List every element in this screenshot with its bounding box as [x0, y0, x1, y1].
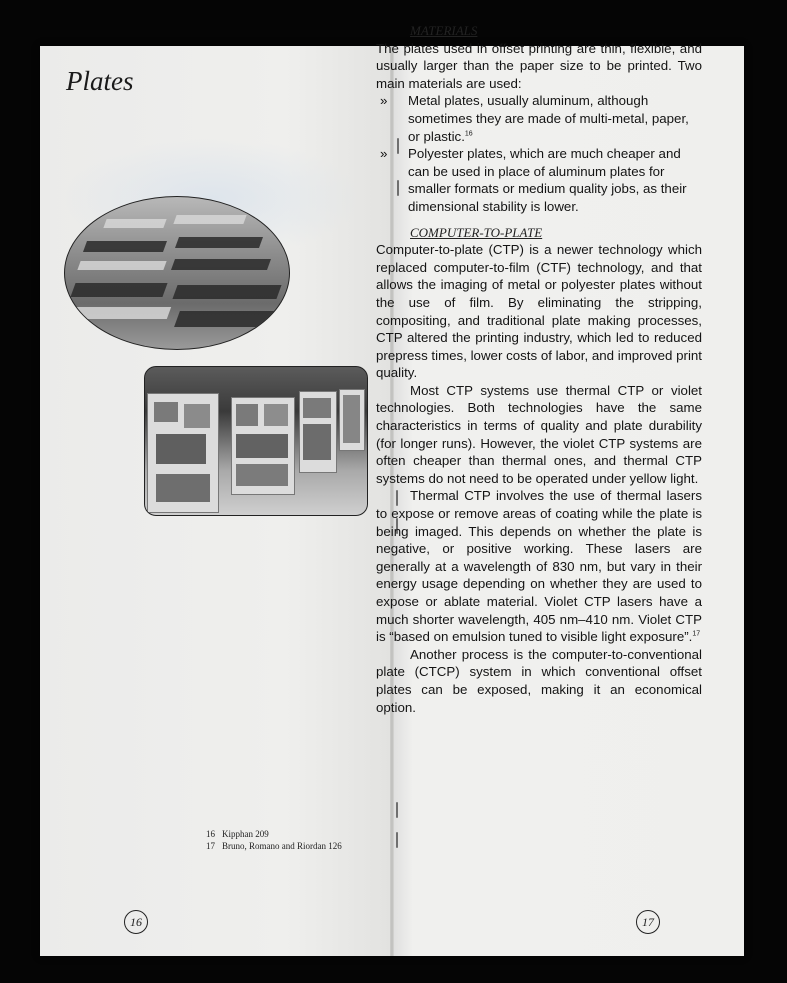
- footnote-ref: 16: [464, 130, 473, 138]
- page-title: Plates: [66, 66, 134, 96]
- photo-board: [299, 391, 337, 473]
- left-page: [40, 46, 392, 956]
- ctp-paragraph-2: Most CTP systems use thermal CTP or violet technologies. Both technologies have the same characteristics in terms of quality and plate durability (for longer runs). However, the violet CTP systems are often cheaper than thermal ones, and thermal CTP systems do not need to be operated under yellow light.: [376, 382, 702, 486]
- printing-plates-oval-photo: [64, 196, 290, 350]
- photo-plate: [83, 241, 167, 252]
- staple-mark: [396, 802, 398, 818]
- footnote-17: 17 Bruno, Romano and Riordan 126: [206, 841, 342, 851]
- materials-intro: The plates used in offset printing are thin, flexible, and usually larger than the paper size to be printed. Two main materials are used:: [376, 40, 702, 91]
- materials-list: [376, 92, 702, 215]
- ctp-paragraph-4: Another process is the computer-to-conventional plate (CTCP) system in which conventional offset plates can be exposed, making it an economical option.: [376, 646, 702, 715]
- list-item: » Polyester plates, which are much cheaper and can be used in place of aluminum plates for smaller formats or medium quality jobs, as their dimensional stability is lower.: [380, 146, 687, 214]
- bullet-mark: »: [380, 146, 388, 162]
- photo-board: [147, 393, 219, 513]
- photo-board: [231, 397, 295, 495]
- page-number-left: 16: [124, 910, 148, 934]
- materials-heading: MATERIALS: [410, 23, 478, 38]
- footnote-16: 16 Kipphan 209: [206, 829, 269, 839]
- ctp-heading: COMPUTER-TO-PLATE: [410, 224, 543, 240]
- photo-plate: [77, 261, 166, 270]
- photo-plate: [175, 237, 263, 248]
- plate-display-photo: [144, 366, 368, 516]
- photo-plate: [173, 215, 246, 224]
- photo-plate: [70, 283, 167, 297]
- footnotes: [206, 828, 342, 852]
- photo-plate: [67, 307, 171, 319]
- photo-plate: [174, 311, 290, 327]
- photo-plate: [172, 285, 281, 299]
- list-item: » Metal plates, usually aluminum, although sometimes they are made of multi-metal, paper, or plastic.$^{16}$: [380, 93, 689, 144]
- bullet-mark: »: [380, 93, 388, 109]
- page-number-right: 17: [636, 910, 660, 934]
- photo-plate: [103, 219, 166, 228]
- ctp-paragraph-3: Thermal CTP involves the use of thermal lasers to expose or remove areas of coating while the plate is being imaged. This depends on whether the plate is negative, or positive working. These lasers are generally at a wavelength of 830 nm, but vary in their energy usage depending on whether they are used to expose or ablate material. Violet CTP lasers have a much shorter wavelength, 405 nm–410 nm. Violet CTP is “based on emulsion tuned to visible light exposure”.$^{17}$: [376, 488, 702, 645]
- photo-plate: [171, 259, 271, 270]
- ctp-paragraph-1: Computer-to-plate (CTP) is a newer technology which replaced computer-to-film (CTF) technology, and that allows the imaging of metal or polyester plates without the use of film. By eliminating the stripping, compositing, and traditional plate making processes, CTP altered the printing industry, which led to reduced prepress times, lower costs of labor, and improved print quality.: [376, 242, 702, 381]
- right-page-text: [376, 22, 702, 716]
- staple-mark: [396, 832, 398, 848]
- photo-board: [339, 389, 365, 451]
- footnote-ref: 17: [692, 630, 701, 638]
